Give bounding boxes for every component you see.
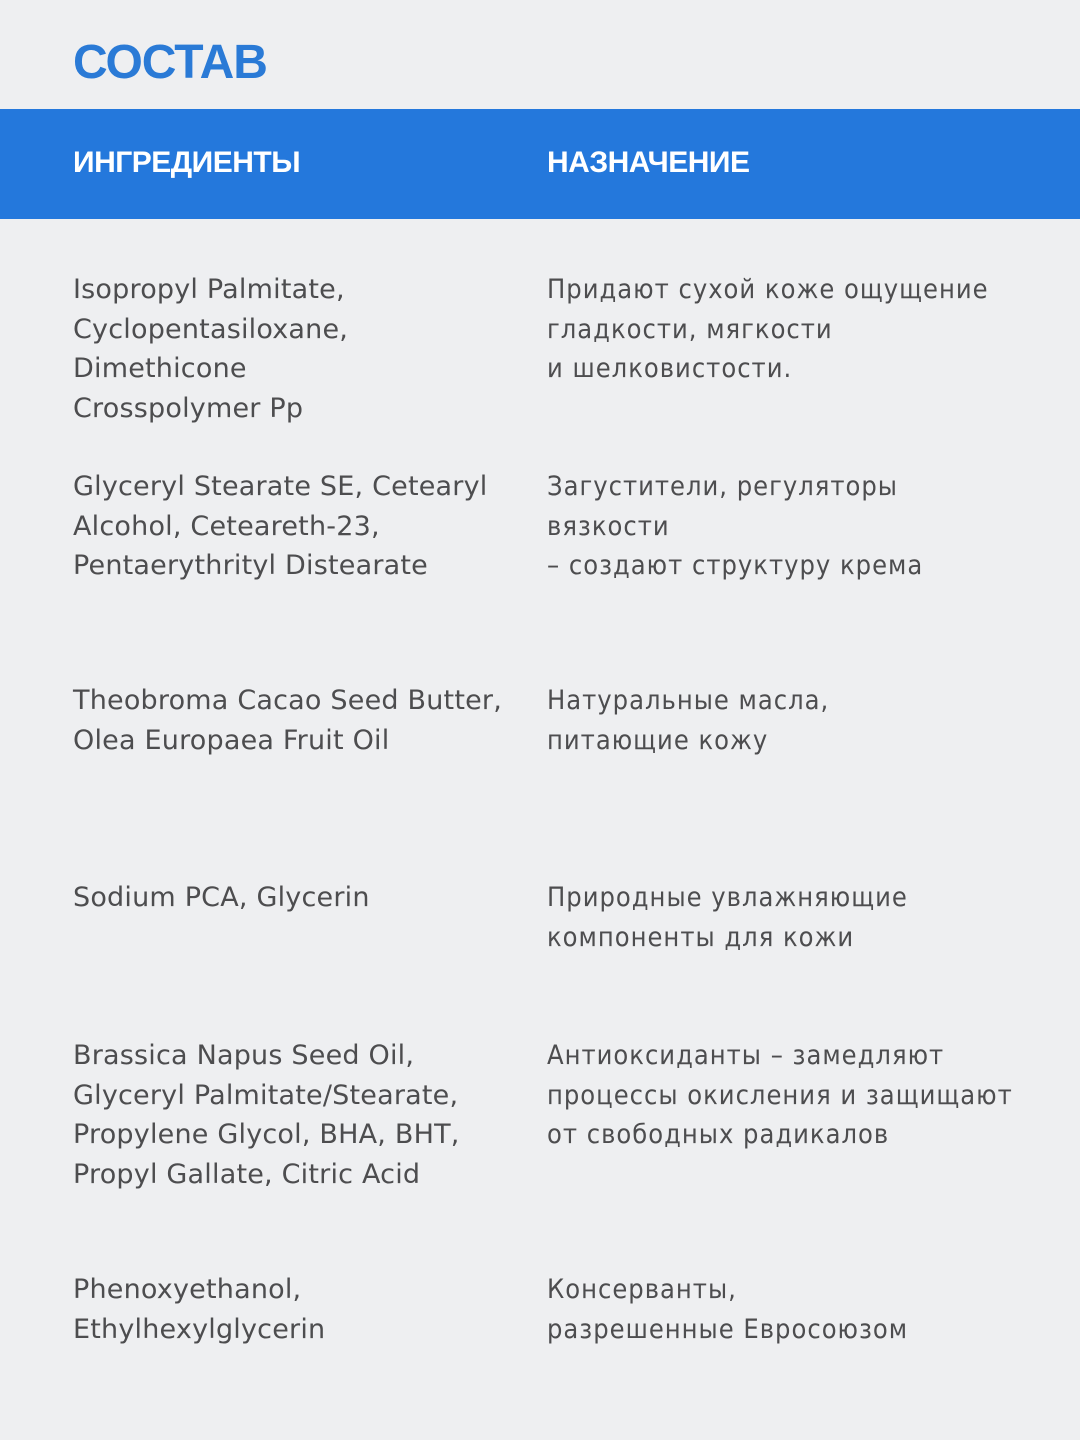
ingredient-cell: Glyceryl Stearate SE, Cetearyl Alcohol, Ceteareth-23, Pentaerythrityl Distearate (73, 471, 488, 581)
purpose-cell: Антиоксиданты – замедляют процессы окисления и защищают от свободных радикалов (547, 1040, 1013, 1150)
purpose-cell: Натуральные масла, питающие кожу (547, 685, 830, 756)
ingredient-cell: Phenoxyethanol, Ethylhexylglycerin (73, 1274, 326, 1345)
ingredient-cell: Sodium PCA, Glycerin (73, 882, 370, 913)
page-title: СОСТАВ (73, 36, 267, 89)
purpose-cell: Загустители, регуляторы вязкости – создают структуру крема (547, 471, 924, 581)
ingredient-cell: Isopropyl Palmitate, Cyclopentasiloxane, Dimethicone Crosspolymer Pp (73, 274, 349, 424)
purpose-cell: Консерванты, разрешенные Евросоюзом (547, 1274, 909, 1345)
purpose-cell: Природные увлажняющие компоненты для кожи (547, 882, 908, 953)
purpose-cell: Придают сухой коже ощущение гладкости, мягкости и шелковистости. (547, 274, 989, 384)
ingredient-cell: Theobroma Cacao Seed Butter, Olea Europaea Fruit Oil (73, 685, 503, 756)
column-header-purpose: НАЗНАЧЕНИЕ (547, 146, 750, 179)
ingredient-cell: Brassica Napus Seed Oil, Glyceryl Palmitate/Stearate, Propylene Glycol, BHA, BHT, Propyl Gallate, Citric Acid (73, 1040, 460, 1190)
column-header-ingredients: ИНГРЕДИЕНТЫ (73, 146, 301, 179)
